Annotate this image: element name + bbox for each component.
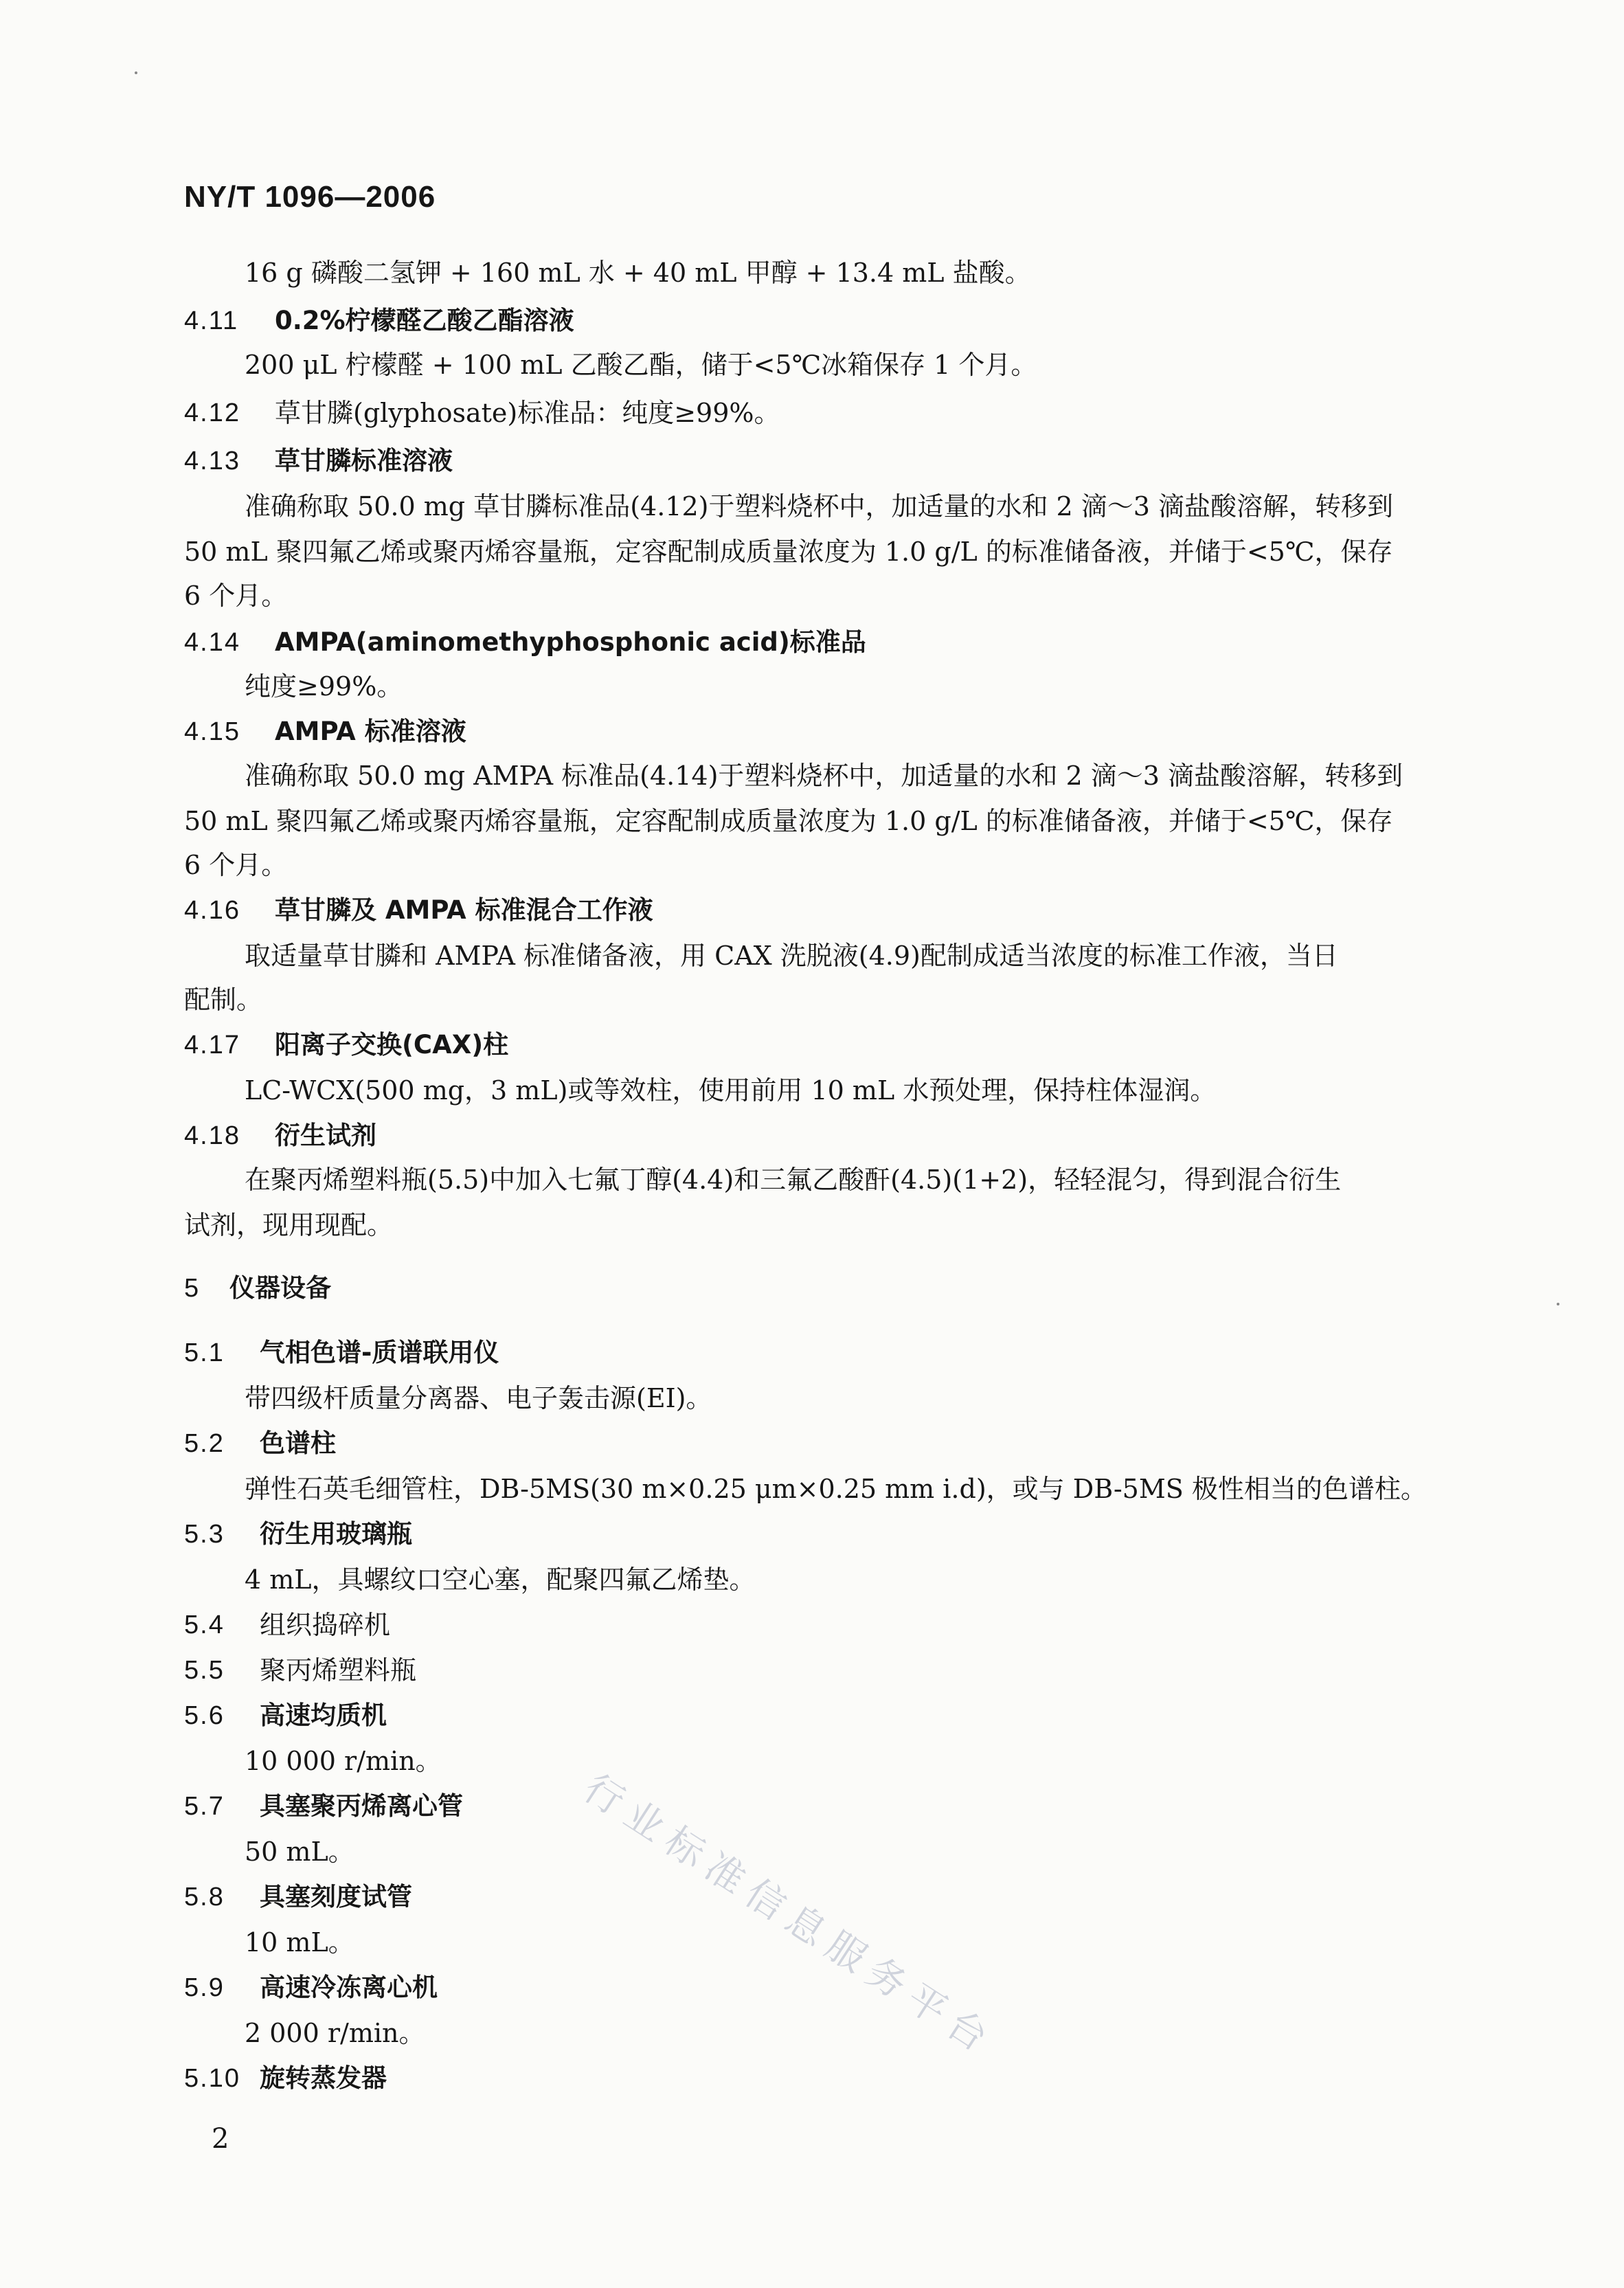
clause-title: 气相色谱-质谱联用仪 xyxy=(260,1338,499,1367)
document-header: NY/T 1096—2006 xyxy=(184,180,436,214)
clause-title: 高速冷冻离心机 xyxy=(260,1973,438,2002)
clause-body: 10 000 r/min。 xyxy=(245,1746,442,1776)
clause-number: 4.15 xyxy=(184,717,240,746)
clause-number: 5.4 xyxy=(184,1611,225,1639)
clause-title: AMPA(aminomethyphosphonic acid)标准品 xyxy=(275,627,866,657)
clause-title: AMPA 标准溶液 xyxy=(275,717,466,746)
scan-speck xyxy=(135,71,137,74)
watermark-text: 行业标准信息服务平台 xyxy=(576,1766,1004,2065)
scan-speck xyxy=(1557,1303,1559,1305)
clause-body: 50 mL 聚四氟乙烯或聚丙烯容量瓶，定容配制成质量浓度为 1.0 g/L 的标准储备液，并储于<5℃，保存 xyxy=(184,806,1393,836)
clause-number: 5.10 xyxy=(184,2064,240,2093)
clause-body: 取适量草甘膦和 AMPA 标准储备液，用 CAX 洗脱液(4.9)配制成适当浓度的标准工作液，当日 xyxy=(245,941,1338,971)
page-number: 2 xyxy=(212,2123,229,2155)
clause-number: 4.12 xyxy=(184,399,240,427)
clause-number: 5.6 xyxy=(184,1701,225,1730)
clause-body: 弹性石英毛细管柱，DB-5MS(30 m×0.25 μm×0.25 mm i.d)，或与 DB-5MS 极性相当的色谱柱。 xyxy=(245,1474,1427,1504)
clause-body: LC-WCX(500 mg，3 mL)或等效柱，使用前用 10 mL 水预处理，保持柱体湿润。 xyxy=(245,1075,1217,1106)
section-number: 5 xyxy=(184,1274,201,1303)
clause-title: 草甘膦标准溶液 xyxy=(275,446,453,475)
clause-number: 4.16 xyxy=(184,896,240,925)
clause-title: 旋转蒸发器 xyxy=(260,2063,387,2093)
clause-number: 5.8 xyxy=(184,1883,225,1911)
clause-body: 准确称取 50.0 mg AMPA 标准品(4.14)于塑料烧杯中，加适量的水和 2 滴～3 滴盐酸溶解，转移到 xyxy=(245,761,1403,791)
clause-body: 带四级杆质量分离器、电子轰击源(EI)。 xyxy=(245,1383,712,1413)
clause-body: 50 mL 聚四氟乙烯或聚丙烯容量瓶，定容配制成质量浓度为 1.0 g/L 的标准储备液，并储于<5℃，保存 xyxy=(184,537,1393,567)
clause-body: 6 个月。 xyxy=(184,581,288,611)
clause-number: 5.5 xyxy=(184,1656,225,1685)
clause-number: 4.13 xyxy=(184,447,240,475)
clause-body: 200 μL 柠檬醛 + 100 mL 乙酸乙酯，储于<5℃冰箱保存 1 个月。 xyxy=(245,350,1037,380)
clause-title: 衍生用玻璃瓶 xyxy=(260,1519,412,1549)
clause-body: 2 000 r/min。 xyxy=(245,2018,425,2048)
clause-title: 高速均质机 xyxy=(260,1701,387,1730)
clause-title: 具塞刻度试管 xyxy=(260,1882,412,1911)
clause-body: 10 mL。 xyxy=(245,1927,354,1958)
clause-title: 阳离子交换(CAX)柱 xyxy=(275,1030,509,1059)
clause-body: 50 mL。 xyxy=(245,1837,354,1867)
clause-number: 4.14 xyxy=(184,628,240,657)
clause-number: 5.2 xyxy=(184,1429,225,1458)
clause-body: 试剂，现用现配。 xyxy=(184,1210,394,1240)
clause-title: 衍生试剂 xyxy=(275,1121,376,1150)
clause-number: 5.1 xyxy=(184,1338,225,1367)
clause-number: 5.3 xyxy=(184,1520,225,1549)
clause-body: 6 个月。 xyxy=(184,850,288,880)
clause-title: 色谱柱 xyxy=(260,1428,336,1458)
clause-number: 4.17 xyxy=(184,1031,240,1059)
clause-number: 5.7 xyxy=(184,1792,225,1821)
clause-number: 4.11 xyxy=(184,306,239,335)
clause-body: 配制。 xyxy=(184,985,263,1015)
section-title: 仪器设备 xyxy=(229,1273,331,1303)
clause-body: 准确称取 50.0 mg 草甘膦标准品(4.12)于塑料烧杯中，加适量的水和 2 滴～3 滴盐酸溶解，转移到 xyxy=(245,491,1394,521)
clause-number: 5.9 xyxy=(184,1973,225,2002)
clause-body: 草甘膦(glyphosate)标准品：纯度≥99%。 xyxy=(275,398,780,428)
clause-body: 在聚丙烯塑料瓶(5.5)中加入七氟丁醇(4.4)和三氟乙酸酐(4.5)(1+2)，轻轻混匀，得到混合衍生 xyxy=(245,1165,1342,1195)
clause-body: 纯度≥99%。 xyxy=(245,671,403,702)
clause-title: 具塞聚丙烯离心管 xyxy=(260,1791,463,1821)
clause-body: 组织捣碎机 xyxy=(260,1610,391,1640)
clause-title: 0.2%柠檬醛乙酸乙酯溶液 xyxy=(275,306,574,335)
clause-number: 4.18 xyxy=(184,1121,240,1150)
clause-title: 草甘膦及 AMPA 标准混合工作液 xyxy=(275,895,653,925)
clause-body: 聚丙烯塑料瓶 xyxy=(260,1655,417,1685)
clause-body: 4 mL，具螺纹口空心塞，配聚四氟乙烯垫。 xyxy=(245,1564,756,1595)
formula-line: 16 g 磷酸二氢钾 + 160 mL 水 + 40 mL 甲醇 + 13.4 mL 盐酸。 xyxy=(245,258,1031,288)
